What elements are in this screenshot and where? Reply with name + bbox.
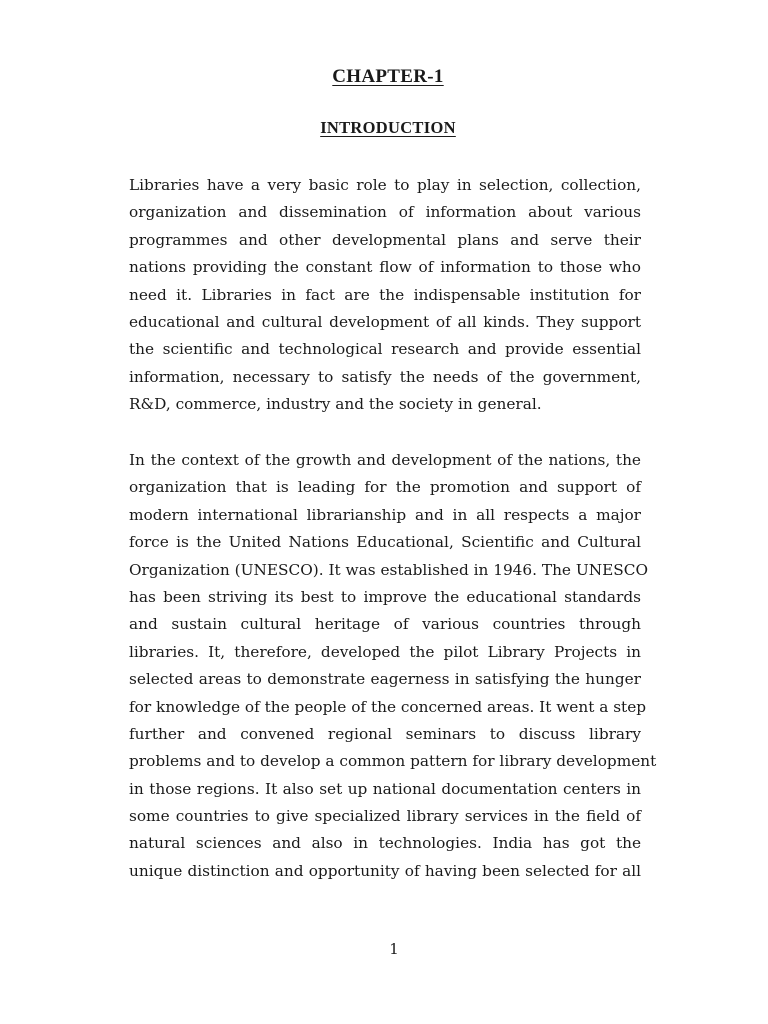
chapter-heading: CHAPTER-1 <box>332 66 444 87</box>
text-line: and sustain cultural heritage of various countries through <box>129 615 641 634</box>
text-line: Organization (UNESCO). It was established in 1946. The UNESCO <box>129 560 649 579</box>
paragraph-2 <box>129 447 657 885</box>
text-line: in those regions. It also set up national documentation centers in <box>129 779 641 798</box>
text-line: problems and to develop a common pattern for library development <box>129 752 657 771</box>
text-line: unique distinction and opportunity of having been selected for all <box>129 861 641 880</box>
text-line: selected areas to demonstrate eagerness in satisfying the hunger <box>129 670 641 689</box>
text-line: educational and cultural development of all kinds. They support <box>129 312 641 331</box>
page-number: 1 <box>389 940 399 958</box>
text-line: modern international librarianship and in all respects a major <box>129 505 641 524</box>
text-line: natural sciences and also in technologies. India has got the <box>129 834 641 853</box>
text-line: R&D, commerce, industry and the society in general. <box>129 395 542 414</box>
text-line: for knowledge of the people of the concerned areas. It went a step <box>129 697 647 716</box>
text-line: programmes and other developmental plans and serve their <box>129 230 641 249</box>
paragraph-1 <box>129 172 641 419</box>
text-line: organization that is leading for the promotion and support of <box>129 478 641 497</box>
text-line: force is the United Nations Educational, Scientific and Cultural <box>129 533 641 552</box>
text-line: need it. Libraries in fact are the indispensable institution for <box>129 285 641 304</box>
text-line: the scientific and technological research and provide essential <box>129 340 641 359</box>
text-line: has been striving its best to improve the educational standards <box>129 587 641 606</box>
section-heading: INTRODUCTION <box>320 118 456 137</box>
text-line: information, necessary to satisfy the needs of the government, <box>129 367 641 386</box>
text-line: some countries to give specialized library services in the field of <box>129 807 641 826</box>
text-line: nations providing the constant flow of information to those who <box>129 258 641 277</box>
text-line: organization and dissemination of information about various <box>129 203 641 222</box>
text-line: Libraries have a very basic role to play in selection, collection, <box>129 176 641 194</box>
text-line: In the context of the growth and development of the nations, the <box>129 451 641 469</box>
text-line: further and convened regional seminars to discuss library <box>129 724 641 743</box>
text-line: libraries. It, therefore, developed the pilot Library Projects in <box>129 642 641 661</box>
